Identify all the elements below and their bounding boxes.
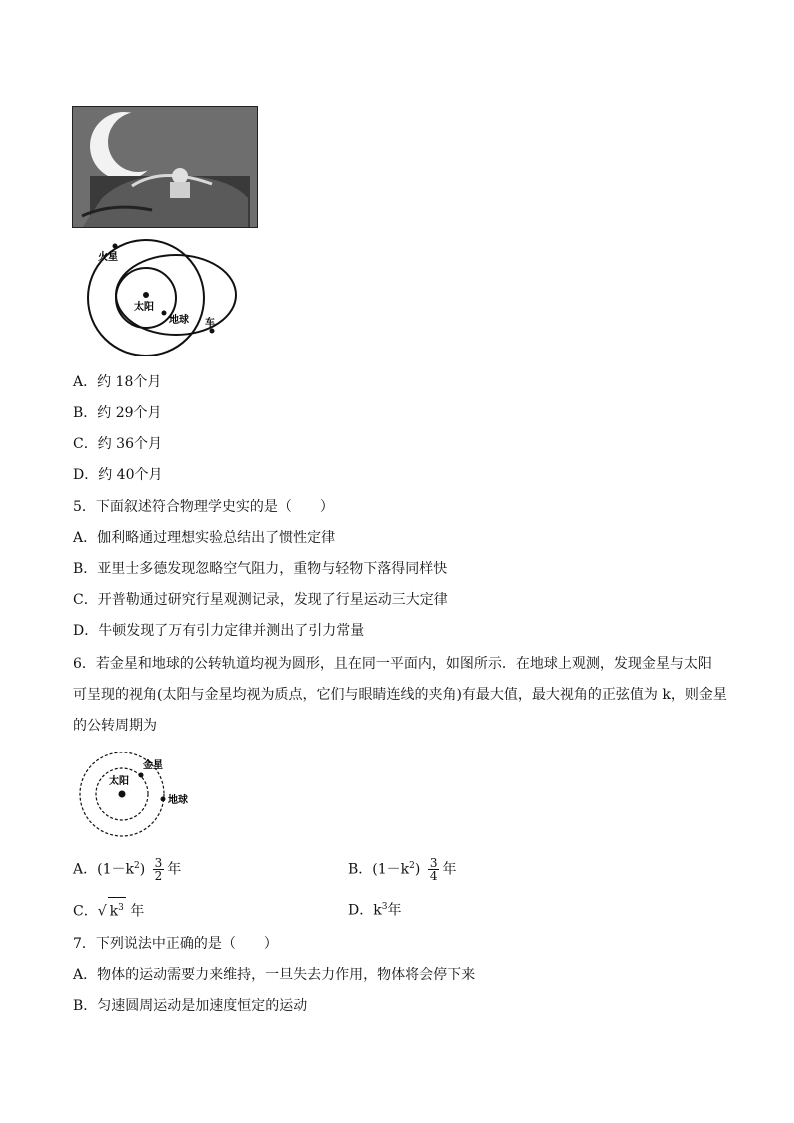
label-earth: 地球 (168, 795, 188, 806)
fraction-a: $\frac{3}{2}$ (154, 856, 163, 884)
q5-option-b: B．亚里士多德发现忽略空气阻力，重物与轻物下落得同样快 (73, 561, 448, 577)
q4-option-c: C．约 36个月 (73, 436, 162, 452)
q7-stem: 7．下列说法中正确的是（ ） (73, 936, 278, 952)
venus-dot (139, 773, 144, 778)
orbit-diagram-mars (72, 238, 252, 356)
sqrt-c: $k^3$ (108, 897, 126, 922)
q5-option-a: A．伽利略通过理想实验总结出了惯性定律 (73, 530, 336, 546)
space-car-photo (72, 106, 258, 228)
q5-stem: 5．下面叙述符合物理学史实的是（ ） (73, 499, 334, 515)
q6-stem-line2: 可呈现的视角(太阳与金星均视为质点，它们与眼睛连线的夹角)有最大值，最大视角的正弦值为 k，则金星 (73, 687, 727, 703)
q5-option-d: D．牛顿发现了万有引力定律并测出了引力常量 (73, 623, 365, 639)
q6-stem-line1: 6．若金星和地球的公转轨道均视为圆形，且在同一平面内，如图所示．在地球上观测，发现金星与太阳 (73, 656, 712, 672)
sun-dot (119, 791, 126, 798)
label-mars: 火星 (98, 252, 118, 263)
car-dot (210, 329, 215, 334)
q4-option-d: D．约 40个月 (73, 467, 163, 483)
q7-option-b: B．匀速圆周运动是加速度恒定的运动 (73, 998, 308, 1014)
label-earth: 地球 (169, 315, 189, 326)
label-sun: 太阳 (134, 302, 154, 313)
q4-option-a: A．约 18个月 (73, 374, 162, 390)
q6-option-d: D．$k^3$年 (348, 902, 402, 919)
label-car: 车 (205, 318, 215, 329)
q4-option-b: B．约 29个月 (73, 405, 162, 421)
orbit-diagram-venus (72, 752, 202, 842)
earth-dot (161, 797, 166, 802)
q7-option-a: A．物体的运动需要力来维持，一旦失去力作用，物体将会停下来 (73, 967, 476, 983)
q6-option-b: B．$(1-k^2)$ $\frac{3}{4}$ 年 (348, 856, 457, 884)
q5-option-c: C．开普勒通过研究行星观测记录，发现了行星运动三大定律 (73, 592, 448, 608)
fraction-b: $\frac{3}{4}$ (429, 856, 438, 884)
label-sun: 太阳 (109, 776, 129, 787)
earth-dot (162, 311, 167, 316)
q6-stem-line3: 的公转周期为 (73, 718, 157, 734)
mars-dot (113, 244, 118, 249)
label-venus: 金星 (143, 760, 163, 771)
sun-dot (143, 292, 149, 298)
q6-option-c: C．√ $k^3$ 年 (73, 897, 144, 922)
q6-option-a: A．$(1-k^2)$ $\frac{3}{2}$ 年 (73, 856, 182, 884)
